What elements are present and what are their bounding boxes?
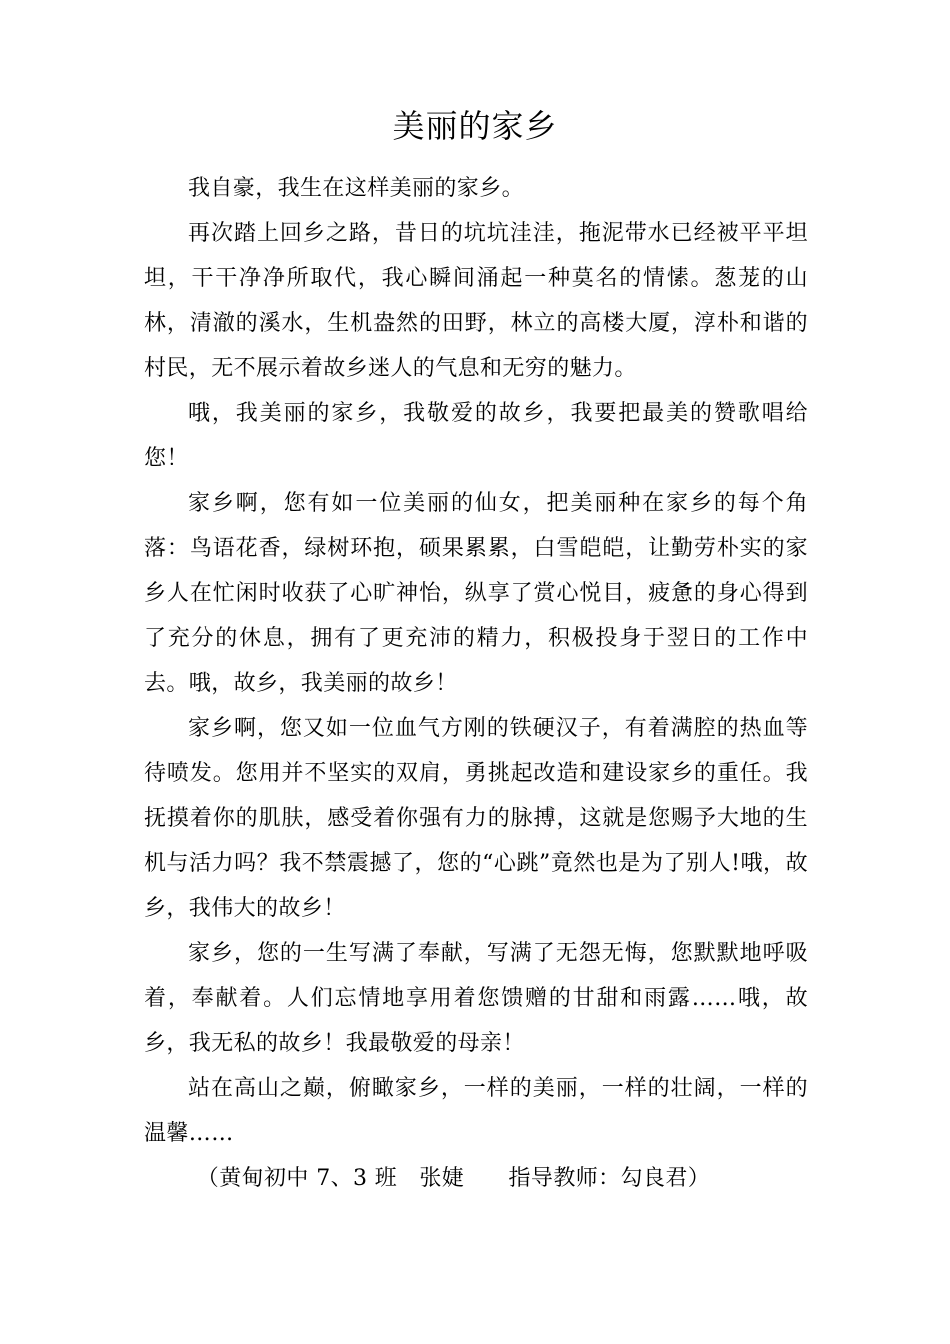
paragraph: 再次踏上回乡之路，昔日的坑坑洼洼，拖泥带水已经被平平坦坦，干干净净所取代，我心瞬间涌起一种莫名的情愫。葱茏的山林，清澈的溪水，生机盎然的田野，林立的高楼大厦，淳朴和谐的村民，无不展示着故乡迷人的气息和无穷的魅力。 [144, 221, 808, 381]
paragraph: 站在高山之巅，俯瞰家乡，一样的美丽，一样的壮阔，一样的温馨…… [144, 1076, 808, 1146]
paragraph: 家乡啊，您又如一位血气方刚的铁硬汉子，有着满腔的热血等待喷发。您用并不坚实的双肩，勇挑起改造和建设家乡的重任。我抚摸着你的肌肤，感受着你强有力的脉搏，这就是您赐予大地的生机与活力吗？我不禁震撼了，您的“心跳”竟然也是为了别人!哦，故乡，我伟大的故乡！ [144, 716, 808, 921]
paragraph: 家乡啊，您有如一位美丽的仙女，把美丽种在家乡的每个角落：鸟语花香，绿树环抱，硕果累累，白雪皑皑，让勤劳朴实的家乡人在忙闲时收获了心旷神怡，纵享了赏心悦目，疲惫的身心得到了充分的休息，拥有了更充沛的精力，积极投身于翌日的工作中去。哦，故乡，我美丽的故乡！ [144, 491, 808, 696]
paragraph: 我自豪，我生在这样美丽的家乡。 [188, 176, 525, 201]
document-title: 美丽的家乡 [392, 107, 558, 145]
author-signature: （黄甸初中 7、3 班 张婕 指导教师：勾良君） [196, 1166, 711, 1191]
paragraph: 哦，我美丽的家乡，我敬爱的故乡，我要把最美的赞歌唱给您！ [144, 401, 808, 471]
document-body [144, 166, 808, 1201]
paragraph: 家乡，您的一生写满了奉献，写满了无怨无悔，您默默地呼吸着，奉献着。人们忘情地享用着您馈赠的甘甜和雨露……哦，故乡，我无私的故乡！我最敬爱的母亲！ [144, 941, 808, 1056]
